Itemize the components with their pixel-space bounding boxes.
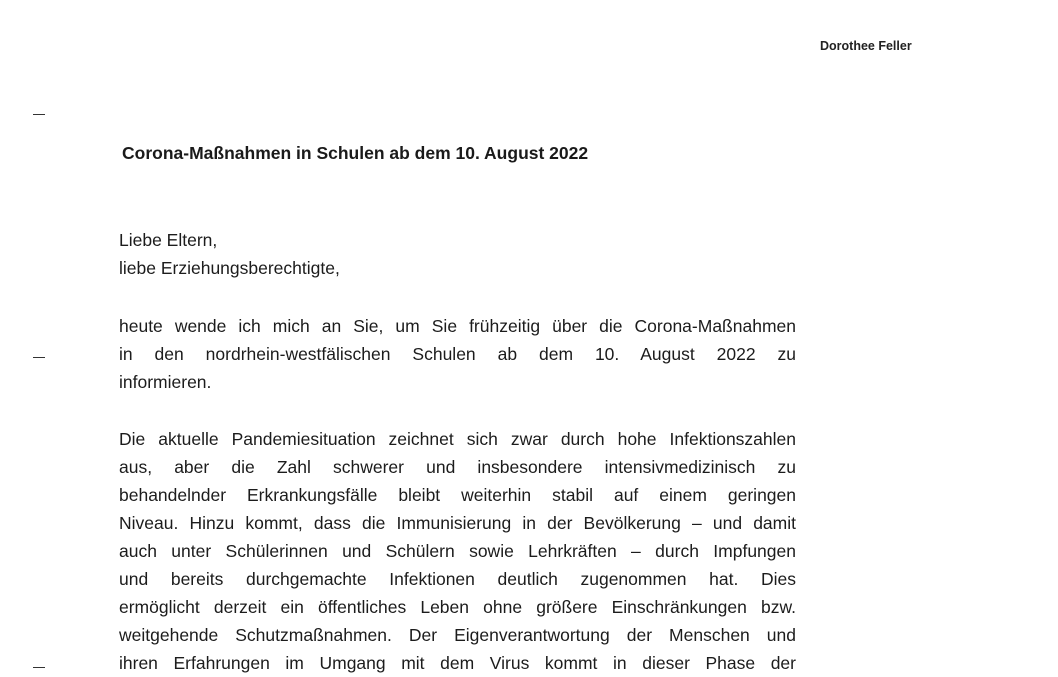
fold-mark-middle bbox=[33, 357, 45, 358]
paragraph-line: informieren. bbox=[119, 372, 212, 392]
paragraph-line: ihren Erfahrungen im Umgang mit dem Virus kommt in dieser Phase der bbox=[119, 653, 796, 673]
paragraph-1 bbox=[119, 312, 796, 396]
paragraph-line: auch unter Schülerinnen und Schülern sowie Lehrkräften – durch Impfungen bbox=[119, 541, 796, 561]
fold-mark-bottom bbox=[33, 667, 45, 668]
paragraph-line: Die aktuelle Pandemiesituation zeichnet sich zwar durch hohe Infektionszahlen bbox=[119, 429, 796, 449]
salutation bbox=[119, 226, 796, 282]
paragraph-line: ermöglicht derzeit ein öffentliches Leben ohne größere Einschränkungen bzw. bbox=[119, 597, 796, 617]
author-name: Dorothee Feller bbox=[820, 39, 912, 53]
fold-mark-top bbox=[33, 114, 45, 115]
paragraph-line: Niveau. Hinzu kommt, dass die Immunisierung in der Bevölkerung – und damit bbox=[119, 513, 796, 533]
salutation-line-1: Liebe Eltern, bbox=[119, 230, 218, 250]
paragraph-line: in den nordrhein-westfälischen Schulen ab dem 10. August 2022 zu bbox=[119, 344, 796, 364]
paragraph-line: heute wende ich mich an Sie, um Sie frühzeitig über die Corona-Maßnahmen bbox=[119, 316, 796, 336]
letter-title: Corona-Maßnahmen in Schulen ab dem 10. August 2022 bbox=[122, 143, 589, 163]
paragraph-line: aus, aber die Zahl schwerer und insbesondere intensivmedizinisch zu bbox=[119, 457, 796, 477]
salutation-line-2: liebe Erziehungsberechtigte, bbox=[119, 258, 340, 278]
paragraph-line: und bereits durchgemachte Infektionen deutlich zugenommen hat. Dies bbox=[119, 569, 796, 589]
paragraph-2 bbox=[119, 425, 796, 677]
paragraph-line: weitgehende Schutzmaßnahmen. Der Eigenverantwortung der Menschen und bbox=[119, 625, 796, 645]
paragraph-line: behandelnder Erkrankungsfälle bleibt weiterhin stabil auf einem geringen bbox=[119, 485, 796, 505]
